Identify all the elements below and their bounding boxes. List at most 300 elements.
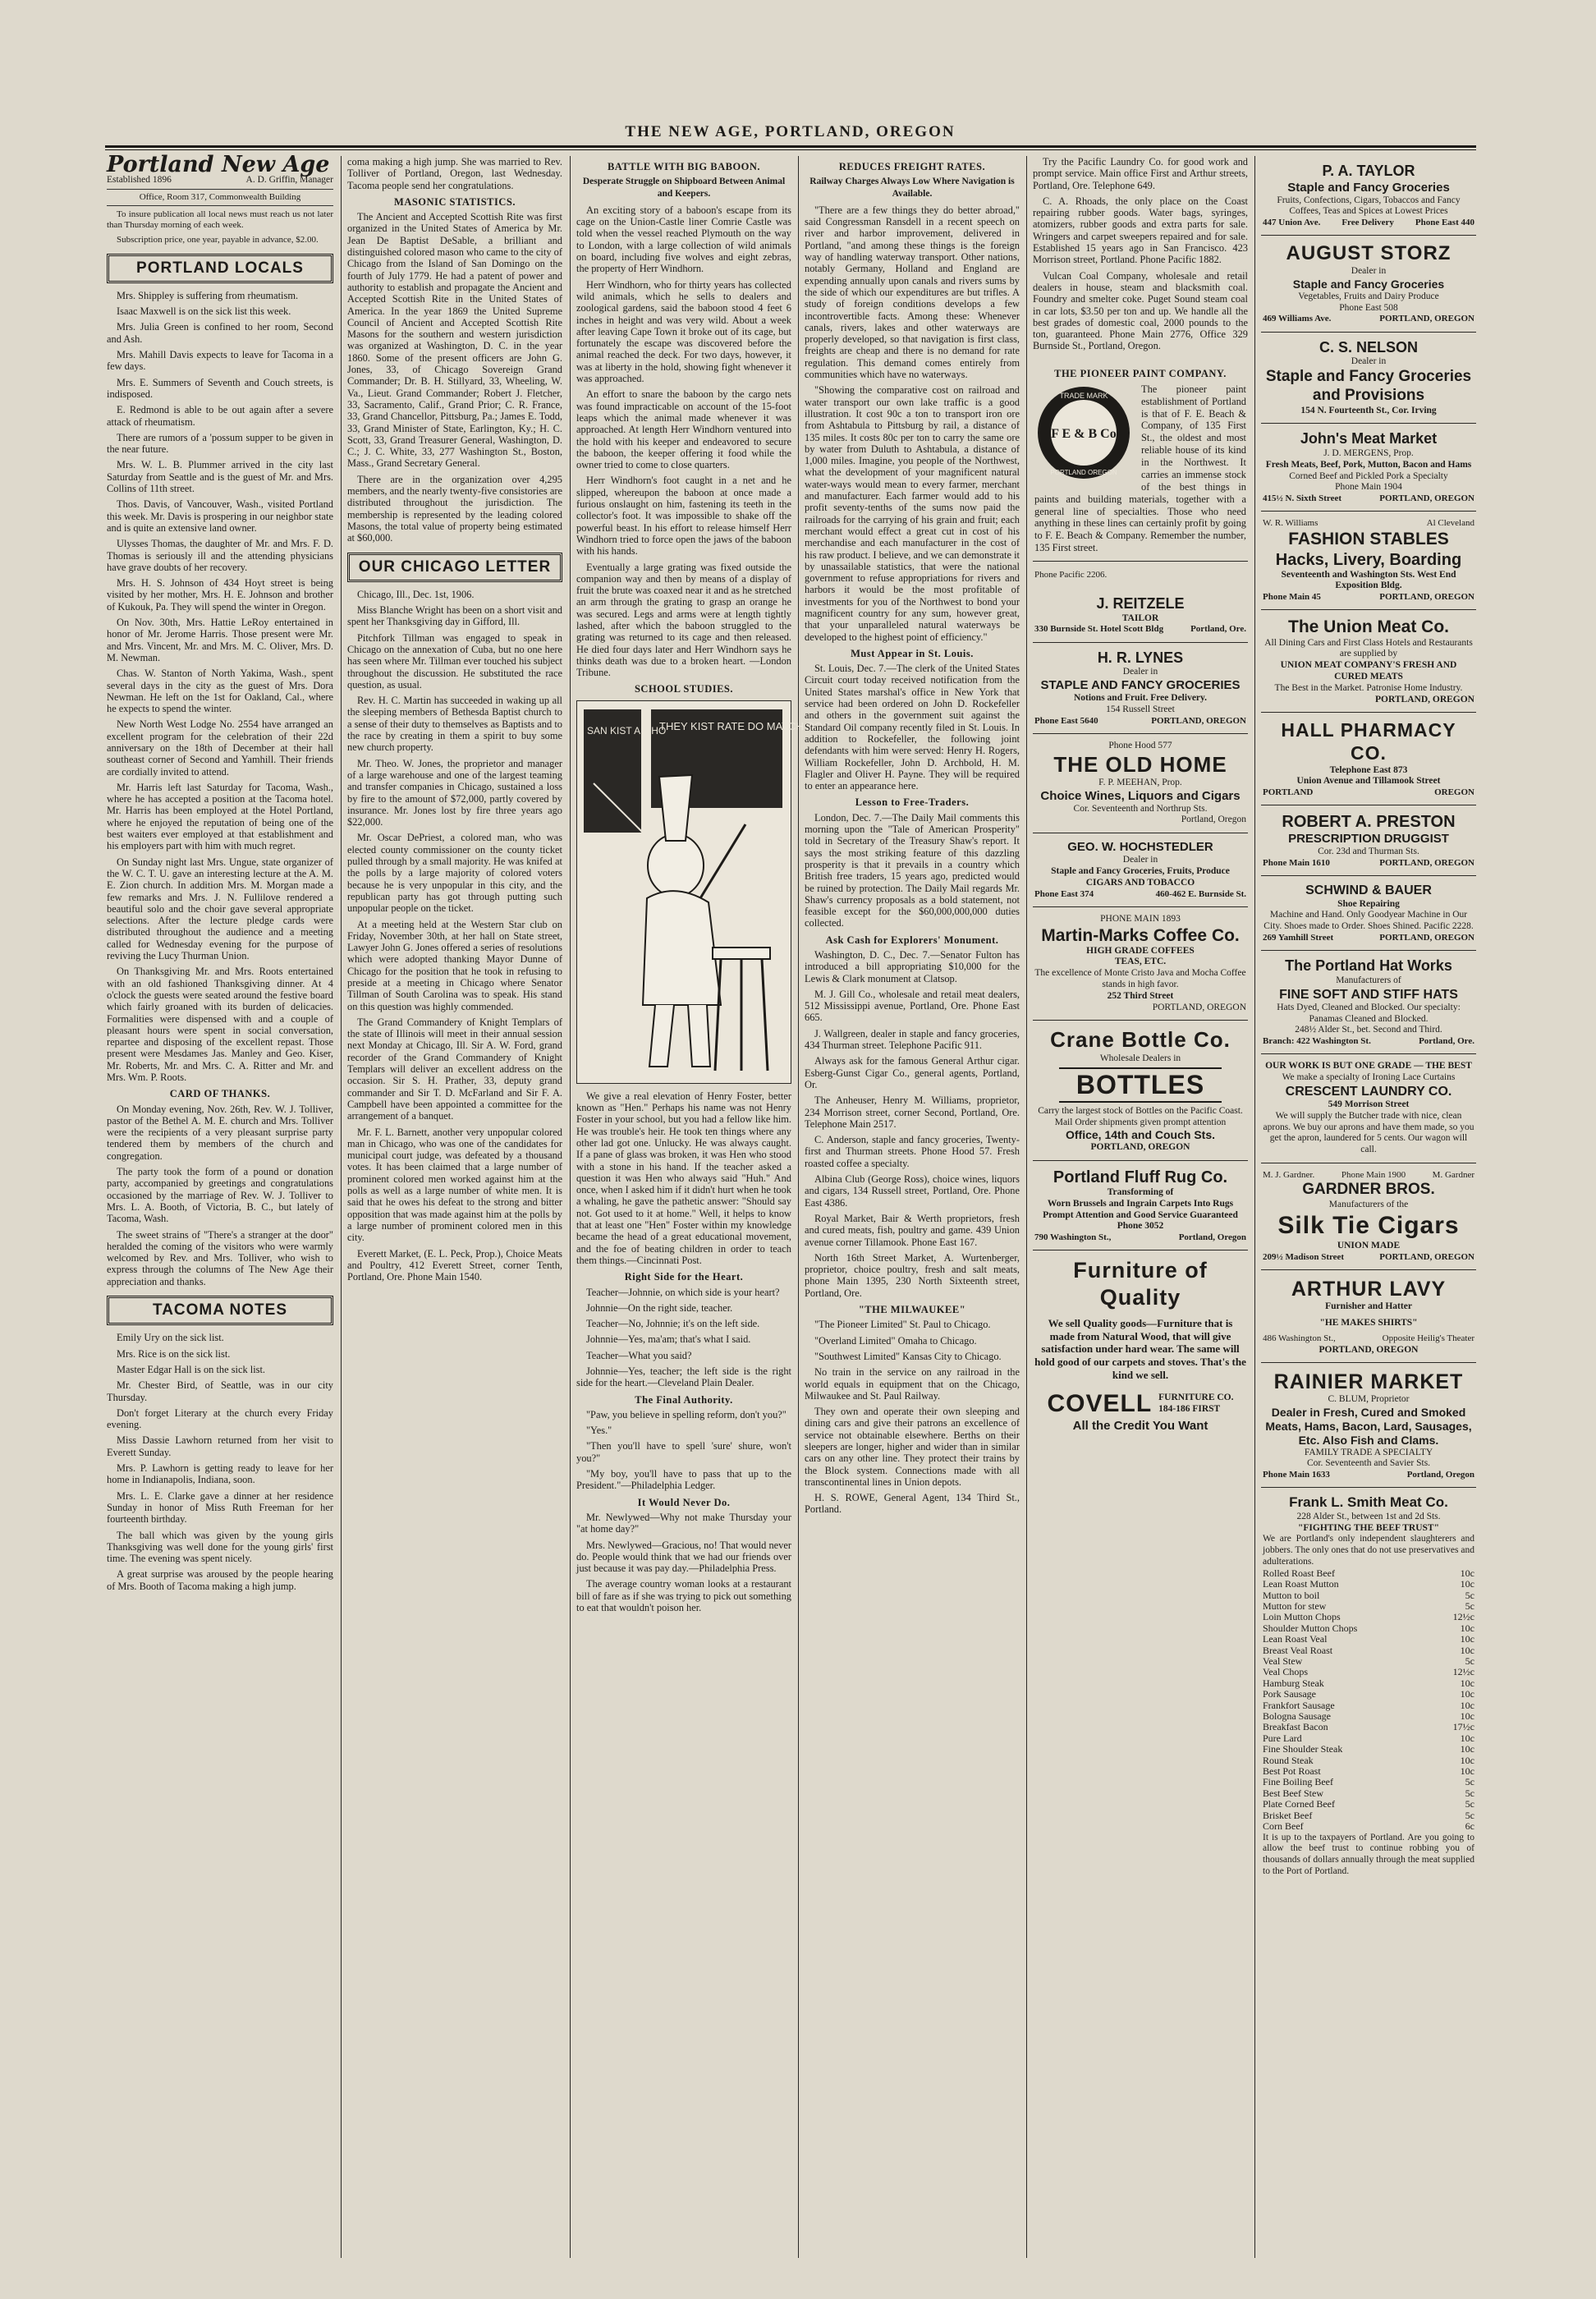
gardner-bros-union: UNION MADE [1337,1240,1401,1250]
text-ad-item: Try the Pacific Laundry Co. for good work and prompt service. Main office First and Arthur streets, Portland, Ore. Telephone 649. [1033,156,1248,191]
price-value: 10c [1460,1644,1474,1656]
crane-bottle-sub: Wholesale Dealers in [1099,1053,1181,1063]
local-news-item: Mrs. Julia Green is confined to her room, Second and Ash. [107,321,333,345]
reitzele-address: 330 Burnside St. Hotel Scott Bldg [1034,624,1164,635]
price-item: Shoulder Mutton Chops [1263,1622,1358,1634]
fashion-stables-ad [1261,512,1476,610]
explorers-text: Washington, D. C., Dec. 7.—Senator Fulton has introduced a bill appropriating $10,000 for the Lewis & Clark monument at Clatsop. [805,949,1020,984]
fashion-stables-city: PORTLAND, OREGON [1379,592,1474,603]
cartoon-side-board-text: SAN KIST ALTHO [587,724,667,737]
tacoma-news-item: Mrs. L. E. Clarke gave a dinner at her residence Sunday in honor of Miss Ruth Freeman for her fourteenth birthday. [107,1489,333,1526]
price-value: 5c [1465,1776,1474,1788]
baboon-paragraph: Herr Windhorn's foot caught in a net and he slipped, whereupon the baboon at once made a furious onslaught on him, fastening its teeth in the collector's foot. It was impossible to shake off the powerful beast. In his effort to release himself Herr Windhorn tried to force open the jaws of the baboon with his hands. [576,475,791,558]
heart-line: Teacher—Johnnie, on which side is your heart? [586,1286,780,1298]
lynes-notions: Notions and Fruit. Free Delivery. [1073,692,1208,703]
crescent-laundry-ad [1261,1054,1476,1163]
card-of-thanks-heading: CARD OF THANKS. [169,1088,271,1100]
masonic-heading: MASONIC STATISTICS. [394,195,516,208]
locals-list [107,290,333,1083]
storz-line: Staple and Fancy Groceries [1292,277,1445,291]
price-value: 10c [1460,1567,1474,1579]
chicago-paragraph: Chicago, Ill., Dec. 1st, 1906. [357,588,475,600]
local-news-item: On Thanksgiving Mr. and Mrs. Roots entertained with an old fashioned Thanksgiving dinner. At 4 o'clock the guests were seated around the festive board which fairly groaned with its burden of delicacies. Formalities were dispensed with and a couple of pleasant hours were spent in social conversation, repartee and disposing of the excellent repast. Those present were Mesdames Jas. Manley and Geo. Kiser, Mr. Roberts, Mr. and Mrs. C. A. Ritter and Mr. and Mrs. Wm. P. Roots. [107,966,333,1083]
trademark-seal-icon [1034,383,1133,482]
nelson-dealer: Dealer in [1351,356,1387,367]
nelson-name: C. S. NELSON [1319,338,1418,356]
nelson-ad [1261,333,1476,424]
storz-phone: Phone East 508 [1339,302,1398,313]
subscription-text: Subscription price, one year, payable in advance, $2.00. [117,234,319,245]
crescent-text: We will supply the Butcher trade with nice, clean aprons. We buy our aprons and have them made, so you get the apron, laundered for 5 cents. Our wagon will call. [1263,1110,1474,1155]
storz-ad [1261,236,1476,332]
school-cartoon [576,700,830,1084]
manager-text: A. D. Griffin, Manager [245,175,333,186]
crane-bottle-name: Crane Bottle Co. [1050,1027,1231,1053]
freight-article [805,204,1020,643]
gardner-bros-name: GARDNER BROS. [1302,1181,1435,1199]
price-item: Breast Veal Roast [1263,1644,1333,1656]
price-row [1263,1623,1474,1634]
price-value: 5c [1465,1599,1474,1612]
hat-works-ad [1261,951,1476,1054]
martin-marks-line2: TEAS, ETC. [1114,957,1167,967]
hat-works-city: Portland, Ore. [1419,1036,1474,1047]
price-item: Bologna Sausage [1263,1710,1331,1723]
price-value: 5c [1465,1809,1474,1821]
portland-locals-heading: PORTLAND LOCALS [107,254,333,283]
chicago-article [347,589,562,1283]
column-rule [1026,156,1027,2258]
crescent-sub: We make a specialty of Ironing Lace Curtains [1282,1072,1456,1083]
price-value: 12½c [1452,1611,1474,1623]
school-studies-heading: SCHOOL STUDIES. [634,683,734,695]
price-value: 10c [1460,1633,1474,1645]
heart-line: Teacher—What you said? [586,1349,692,1361]
tacoma-news-item: Emily Ury on the sick list. [117,1332,224,1344]
lynes-phone: Phone East 5640 [1034,715,1098,726]
old-home-prop: F. P. MEEHAN, Prop. [1098,777,1182,787]
price-item: Veal Chops [1263,1666,1308,1678]
column-rule [1254,156,1255,2258]
price-item: Corn Beef [1263,1820,1304,1833]
hall-pharmacy-address: Union Avenue and Tillamook Street [1296,776,1441,787]
hochstedler-ad [1033,833,1248,907]
tacoma-notes-heading: TACOMA NOTES [107,1296,333,1325]
hochstedler-phone: Phone East 374 [1034,888,1094,899]
covell-address: 184-186 FIRST [1158,1404,1221,1415]
lynes-address: 154 Russell Street [1106,704,1175,714]
preston-name: ROBERT A. PRESTON [1282,813,1456,832]
chicago-letter-heading: OUR CHICAGO LETTER [347,553,562,582]
local-news-item: Mrs. W. L. B. Plummer arrived in the city last Saturday from Seattle and is the guest of Mr. and Mrs. Collins of 11th street. [107,459,333,495]
johns-market-name: John's Meat Market [1300,430,1438,447]
seal-center-text: F E & B Co [1051,426,1117,441]
arthur-lavy-slogan: "HE MAKES SHIRTS" [1319,1317,1418,1328]
price-row [1263,1777,1474,1787]
baboon-paragraph: Herr Windhorn, who for thirty years has collected wild animals, which he sells to dealers and zoological gardens, said the baboon stood 4 feet 6 inches in height and was very wild. About a week after leaving Cape Town it broke out of its cage, but fortunately the escape was discovered before the animal reached the deck. For two days, however, it was at liberty in the hold, showing fight whenever it was approached. [576,278,791,385]
never-line: Mr. Newlywed—Why not make Thursday your "at home day?" [576,1511,791,1535]
price-value: 10c [1460,1622,1474,1634]
furniture-text: We sell Quality goods—Furniture that is made from Natural Wood, that will give satisfaction under hard wear. The same will hold good of our carpets and stoves. That's the kind we sell. [1034,1317,1246,1381]
furniture-title: Furniture of Quality [1073,1258,1208,1310]
milwaukee-ad [805,1319,1020,1515]
price-item: Frankfort Sausage [1263,1699,1335,1711]
price-item: Veal Stew [1263,1655,1303,1667]
johns-market-prop: J. D. MERGENS, Prop. [1323,447,1414,458]
local-news-item: Thos. Davis, of Vancouver, Wash., visited Portland this week. Mr. Davis is prospering in our neighbor state and is quite an extensive land owner. [107,498,333,534]
chicago-paragraph: Everett Market, (E. L. Peck, Prop.), Choice Meats and Poultry, 412 Everett Street, corner Tenth, Portland, Ore. Phone Main 1540. [347,1247,562,1283]
price-value: 10c [1460,1743,1474,1755]
storz-address: 469 Williams Ave. [1263,314,1332,324]
johns-market-address: 415½ N. Sixth Street [1263,493,1342,504]
column-6 [1261,156,1476,2258]
chicago-paragraph: Mr. Oscar DePriest, a colored man, who was elected county commissioner on the county ticket pulled through by a small majority. He was knifed at the polls by a large majority of colored voters because he is very unpopular in this city, and the republican party has got through putting such unpopular people on the ticket. [347,832,562,915]
nelson-address: 154 N. Fourteenth St., Cor. Irving [1300,405,1437,415]
johns-market-phone: Phone Main 1904 [1335,482,1402,493]
preston-phone: Phone Main 1610 [1263,858,1330,869]
price-value: 10c [1460,1765,1474,1778]
price-item: Pork Sausage [1263,1688,1316,1700]
furniture-ad [1033,1250,1248,1440]
preston-address: Cor. 23d and Thurman Sts. [1318,847,1419,857]
price-row [1263,1590,1474,1601]
st-louis-text: St. Louis, Dec. 7.—The clerk of the United States Circuit court today received notification from the United States marshal's office in New York that service had been ordered on John D. Rockefeller and others in the government suit against the Standard Oil company recently filed in St. Louis. In addition to Rockefeller, the following joint defendants with him were served: Henry H. Rogers, William Rockefeller, John D. Archbold, H. M. Flagler and Oliver H. Payne. They will be required to enter an appearance here. [805,663,1020,792]
never-line: Mrs. Newlywed—Gracious, no! That would never do. People would think that we had our friends over just because it was pay day.—Philadelphia Press. [576,1539,791,1575]
price-value: 6c [1465,1820,1474,1833]
office-text: Office, Room 317, Commonwealth Building [107,190,333,206]
chicago-paragraph: Mr. F. L. Barnett, another very unpopular colored man in Chicago, who was one of the candidates for municipal court judge, was defeated by a thousand votes. It has been claimed that a large number of prominent colored men worked against him at the polls as well as a large number of white men. It is said that he owes his defeat to the strong and bitter opposition that was made against him at the polls by a large number of prominent colored men in this city. [347,1126,562,1244]
page-masthead: THE NEW AGE, PORTLAND, OREGON [625,123,956,140]
local-news-item: Ulysses Thomas, the daughter of Mr. and Mrs. F. D. Thomas is seriously ill and the attending physicians have grave doubts of her recovery. [107,538,333,573]
price-value: 5c [1465,1787,1474,1799]
column-rule [570,156,571,2258]
price-value: 10c [1460,1688,1474,1700]
local-news-item: New North West Lodge No. 2554 have arranged an excellent program for the celebration of their 22d anniversary on the 18th of December at their hall southeast corner of Second and Yamhill. Their friends are cordially invited to attend. [107,718,333,778]
chicago-paragraph: Rev. H. C. Martin has succeeded in waking up all the sleeping members of Bethesda Baptist church to a sense of their duty to themselves as Baptists and to the race by creating in them a spirit to buy some new church property. [347,695,562,754]
taylor-line: Staple and Fancy Groceries [1287,180,1450,195]
taylor-ad [1261,156,1476,236]
lynes-city: PORTLAND, OREGON [1151,715,1246,726]
milwaukee-line: They own and operate their own sleeping and dining cars and give their patrons an excellence of service not obtainable elsewhere. Berths on their sleepers are longer, higher and wider than in similar cars on any other line. They protect their trains by the Block system. Connections made with all transcontinental lines in Union depots. [805,1406,1020,1488]
authority-heading: The Final Authority. [635,1393,733,1406]
nameplate: Portland New Age [107,152,330,177]
price-item: Loin Mutton Chops [1263,1611,1341,1623]
price-row [1263,1700,1474,1711]
text-ads [1033,156,1248,352]
local-news-item: Mrs. E. Summers of Seventh and Couch streets, is indisposed. [107,376,333,400]
local-ad-item: J. Wallgreen, dealer in staple and fancy groceries, 434 Thurman street. Telephone Pacific 911. [805,1027,1020,1052]
price-item: Mutton for stew [1263,1599,1327,1612]
price-value: 5c [1465,1589,1474,1601]
fashion-stables-address: Seventeenth and Washington Sts. West End Exposition Bldg. [1281,569,1456,591]
storz-name: AUGUST STORZ [1286,242,1452,265]
price-value: 5c [1465,1798,1474,1810]
fashion-stables-phone: Phone Main 45 [1263,592,1321,603]
crescent-name: CRESCENT LAUNDRY CO. [1285,1084,1452,1099]
price-row [1263,1799,1474,1810]
hochstedler-name: GEO. W. HOCHSTEDLER [1067,840,1213,855]
lynes-line: STAPLE AND FANCY GROCERIES [1040,677,1241,692]
thanks-paragraph: The sweet strains of "There's a stranger at the door" heralded the coming of the visitors who were warmly welcomed by Rev. and Mrs. Tolliver, who wish to express through the columns of The New Age their appreciation and thanks. [107,1228,333,1287]
lynes-name: H. R. LYNES [1097,649,1184,666]
freight-heading: REDUCES FREIGHT RATES. [838,161,986,172]
hat-works-address-1: 248½ Alder St., bet. Second and Third. [1295,1025,1442,1035]
local-ad-item: M. J. Gill Co., wholesale and retail meat dealers, 512 Mississippi avenue, Portland, Ore. Phone East 665. [805,988,1020,1024]
fluff-rug-ad [1033,1161,1248,1250]
column-rule [798,156,799,2258]
smith-meat-ad [1261,1488,1476,1884]
local-ad-item: Always ask for the famous General Arthur cigar. Esberg-Gunst Cigar Co., general agents, Portland, Or. [805,1055,1020,1090]
tacoma-news-item: Master Edgar Hall is on the sick list. [117,1363,266,1375]
milwaukee-line: "Overland Limited" Omaha to Chicago. [814,1334,977,1347]
martin-marks-city: PORTLAND, OREGON [1152,1002,1246,1012]
phone-pacific-note: Phone Pacific 2206. [1034,570,1108,580]
tacoma-list [107,1332,333,1592]
pioneer-paint-heading: THE PIONEER PAINT COMPANY. [1054,367,1227,379]
column-5 [1033,156,1248,2258]
hat-works-name: The Portland Hat Works [1285,957,1452,975]
local-news-item: Mrs. Shippley is suffering from rheumatism. [117,289,299,301]
baboon-subheading: Desperate Struggle on Shipboard Between Animal and Keepers. [582,177,786,199]
gardner-bros-city: PORTLAND, OREGON [1379,1251,1474,1262]
old-home-phone: Phone Hood 577 [1108,740,1172,750]
arthur-lavy-line: Furnisher and Hatter [1325,1301,1412,1311]
union-meat-text: All Dining Cars and First Class Hotels and Restaurants are supplied by [1264,637,1473,659]
local-ad-item: C. Anderson, staple and fancy groceries, Twenty-first and Thurman streets. Phone Hood 57. Fresh roasted coffee a specialty. [805,1134,1020,1169]
fashion-owner-1: W. R. Williams [1263,518,1319,529]
local-news-item: On Sunday night last Mrs. Ungue, state organizer of the W. C. T. U. gave an interesting lecture at the A. M. E. Zion church. In addition Mrs. M. Morgan made a few remarks and Mrs. J. N. Fullilove rendered a beautiful solo and the choir gave several appropriate selections. After the lecture pledge cards were distributed throughout the audience and a meeting called for Wednesday evening for the purpose of reviving the Lucy Thurman Union. [107,856,333,962]
schwind-bauer-line: Shoe Repairing [1337,898,1400,909]
freight-paragraph: "There are a few things they do better abroad," said Congressman Ransdell in a recent speech on river and harbor improvement, delivered in Portland, "and among these things is the foreign way of handling waterway transport. Other nations, notably Germany, Holland and England are expending annually upon canals and rivers sums by the side of which our expenditures are but trifles. A study of foreign conditions develops a few incontrovertible facts. Among these: Whenever canals, rivers, lakes and other waterways are properly developed, so that navigation is first class, freights are cheap and there is no demand for rate regulation. This demand comes entirely from communities which have no waterways. [805,204,1020,381]
school-studies-text: We give a real elevation of Henry Foster, better known as "Hen." Perhaps his name was not Henry Foster in your school, but you had a fellow like him. He was trouble's heir. He took ten things where any other lad got one. Unlucky. He was always caught. If a pane of glass was broken, it was Hen who stood with a stone in his hand. If the teacher asked a question it was Hen who always said "Huh." And once, when I asked him if it didn't hurt when he took a whaling, he gave the pathetic answer: "Should say not. Got used to it at home." Well, it helps to know that at least one "Hen" Foster within my knowledge became the head of a great educational movement, and the foe of beating children in order to teach them things.—Cincinnati Post. [576,1090,791,1266]
martin-marks-phone: PHONE MAIN 1893 [1100,913,1181,924]
local-news-item: There are rumors of a 'possum supper to be given in the near future. [107,431,333,456]
price-item: Breakfast Bacon [1263,1721,1328,1733]
price-item: Best Pot Roast [1263,1765,1321,1778]
heart-line: Johnnie—On the right side, teacher. [586,1301,733,1314]
arthur-lavy-name: ARTHUR LAVY [1291,1277,1447,1301]
hall-pharmacy-state: OREGON [1434,787,1474,798]
tacoma-news-item: Mr. Chester Bird, of Seattle, was in our city Thursday. [107,1379,333,1403]
preston-ad [1261,805,1476,876]
fluff-rug-promise: Prompt Attention and Good Service Guaranteed [1043,1209,1238,1220]
hall-pharmacy-name: HALL PHARMACY CO. [1281,719,1456,764]
authority-line: "My boy, you'll have to pass that up to the President."—Philadelphia Ledger. [576,1468,791,1492]
fluff-rug-city: Portland, Oregon [1178,1232,1246,1243]
old-home-line: Choice Wines, Liquors and Cigars [1040,788,1241,803]
freight-paragraph: "Showing the comparative cost on railroad and water transport our own lake traffic is a good illustration. It cost 90c a ton to transport iron ore from Ashtabula to Pittsburg by rail, a distance of 135 miles. It costs 80c per ton to carry the same ore by water from Duluth to Ashtabula, a distance of 1,000 miles. Imagine, you people of the Northwest, what the development of your magnificent natural water-ways would mean to every farmer, merchant and manufacturer. Each farmer would add to his profit seventy-tenths of the sums now paid the railroads for the carrying of his grain and fruit; each merchant would effect a great cut in cost of his merchandise and each manufacturer in the cost of his raw product. I believe, and we can demonstrate it by unassailable statistics, that were the national government to refuse appropriations for rivers and harbors it would be the most profitable of investments for you of the Northwest to bond your magnificent country for any sum, however great, that your unparalleled natural waterways be developed to the highest point of efficiency." [805,384,1020,643]
price-item: Lean Roast Veal [1263,1633,1328,1645]
price-row [1263,1568,1474,1579]
local-news-item: Mrs. Mahill Davis expects to leave for Tacoma in a few days. [107,349,333,373]
crane-bottle-big: BOTTLES [1059,1067,1222,1102]
gardner-owner-1: M. J. Gardner. [1263,1170,1315,1181]
rainier-market-phone: Phone Main 1633 [1263,1470,1330,1480]
local-news-item: E. Redmond is able to be out again after a severe attack of rheumatism. [107,404,333,428]
authority-line: "Paw, you believe in spelling reform, don't you?" [586,1408,787,1420]
tacoma-news-item: Mrs. P. Lawhorn is getting ready to leave for her home in Indianapolis, Indiana, soon. [107,1462,333,1486]
rainier-market-ad [1261,1363,1476,1488]
smith-meat-address: 228 Alder St., between 1st and 2d Sts. [1296,1511,1441,1521]
rainier-market-city: Portland, Oregon [1406,1470,1474,1480]
preston-city: PORTLAND, OREGON [1379,858,1474,869]
schwind-bauer-address: 269 Yamhill Street [1263,932,1334,943]
price-row [1263,1656,1474,1667]
chicago-paragraph: The Grand Commandery of Knight Templars of the state of Illinois will meet in their annual session next Monday at Chicago, Ill. Sir A. W. Ford, grand recorder of the Grand Commandery of Knight Templars will deliver an excellent address on the occasion. Sir S. H. Prather, 33, deputy grand commander and Sir T. D. McFarland and Sir F. A. Campbell have been appointed a committee for the arrangement of a banquet. [347,1016,562,1122]
fashion-stables-line: Hacks, Livery, Boarding [1275,550,1462,569]
cartoon-illustration [577,701,830,1083]
free-traders-heading: Lesson to Free-Traders. [855,796,970,809]
pioneer-paint-ad [1033,356,1248,562]
established-text: Established 1896 [107,175,172,186]
reitzele-name: J. REITZELE [1096,595,1185,612]
union-meat-brand: UNION MEAT COMPANY'S FRESH AND CURED MEATS [1280,660,1457,682]
heart-line: Johnnie—Yes, ma'am; that's what I said. [586,1333,751,1346]
thanks-paragraph: The party took the form of a pound or donation party, accompanied by greetings and congratulations occasioned by the marriage of Rev. W. J. Tolliver to Mrs. L. A. Booth, of Victoria, B. C., but lately of Tacoma, Wash. [107,1166,333,1225]
price-item: Hamburg Steak [1263,1677,1324,1689]
taylor-delivery: Free Delivery [1341,218,1394,228]
preston-line: PRESCRIPTION DRUGGIST [1288,832,1449,847]
masthead-rule-thin [105,149,1476,150]
martin-marks-ad [1033,907,1248,1021]
price-row [1263,1821,1474,1832]
price-value: 17½c [1452,1721,1474,1733]
text-ad-item: Vulcan Coal Company, wholesale and retail dealers in house, steam and blacksmith coal. Foundry and smelter coke. Puget Sound steam coal in car lots, $3.50 per ton and up. We handle all the best grades of domestic coal, 2000 pounds to the ton, guaranteed. Phone Main 2776, Office 329 Burnside St., Portland, Oregon. [1033,269,1248,352]
heart-line: Johnnie—Yes, teacher; the left side is the right side for the heart.—Cleveland Plain Dealer. [576,1365,791,1389]
price-list [1263,1568,1474,1833]
price-item: Pure Lard [1263,1732,1302,1744]
price-row [1263,1601,1474,1612]
taylor-name: P. A. TAYLOR [1322,163,1415,179]
reitzele-ad [1033,589,1248,643]
schwind-bauer-ad [1261,876,1476,951]
milwaukee-line: No train in the service on any railroad in the world equals in equipment that on the Chicago, Milwaukee and St. Paul Railway. [805,1366,1020,1402]
price-row [1263,1612,1474,1622]
milwaukee-line: H. S. ROWE, General Agent, 134 Third St., Portland. [805,1492,1020,1516]
price-row [1263,1634,1474,1645]
chicago-paragraph: Pitchfork Tillman was engaged to speak in Chicago on the annexation of Cuba, but no one here has seen where Mr. Tillman ever touched his subject throughout the discussion. He substituted the race question, as usual. [347,631,562,691]
gardner-bros-address: 209½ Madison Street [1263,1251,1345,1262]
arthur-lavy-address: 486 Washington St., [1263,1333,1336,1344]
union-meat-ad [1261,610,1476,713]
gardner-bros-ad [1261,1163,1476,1270]
price-row [1263,1733,1474,1744]
hat-works-address-2: Branch: 422 Washington St. [1263,1036,1371,1047]
johns-market-ad [1261,424,1476,512]
price-item: Rolled Roast Beef [1263,1567,1335,1579]
price-row [1263,1722,1474,1732]
smith-meat-text: We are Portland's only independent slaughterers and jobbers. The only ones that do not use preservatives and adulterations. [1263,1534,1474,1567]
arthur-lavy-ad [1261,1270,1476,1364]
rainier-market-prop: C. BLUM, Proprietor [1328,1394,1410,1405]
explorers-heading: Ask Cash for Explorers' Monument. [825,934,999,946]
rainier-market-trade: FAMILY TRADE A SPECIALTY [1304,1447,1433,1457]
price-value: 10c [1460,1754,1474,1766]
heart-heading: Right Side for the Heart. [624,1271,744,1283]
price-row [1263,1689,1474,1700]
price-value: 12½c [1452,1666,1474,1678]
schwind-bauer-name: SCHWIND & BAUER [1305,883,1432,898]
hat-works-line: FINE SOFT AND STIFF HATS [1279,987,1458,1002]
martin-marks-address: 252 Third Street [1107,990,1174,1001]
price-row [1263,1788,1474,1799]
column-2 [347,156,562,2258]
old-home-address: Cor. Seventeenth and Northrup Sts. [1073,803,1208,814]
johns-market-line: Fresh Meats, Beef, Pork, Mutton, Bacon and Hams [1265,459,1472,470]
johns-market-specialty: Corned Beef and Pickled Pork a Specialty [1289,470,1448,481]
masonic-paragraph: There are in the organization over 4,295 members, and the nearly twenty-five consistories are distributed throughout the jurisdiction. The membership is represented by the leading colored Masons, the total value of property being estimated at $60,000. [347,473,562,544]
free-traders-text: London, Dec. 7.—The Daily Mail comments this morning upon the "Tale of American Prosperity" told in Secretary of the Treasury Shaw's report. It says the most striking feature of this dazzling prosperity is that it prevails in a country which British free traders, 15 years ago, predicted would be ruined by protection. The Daily Mail regards Mr. Shaw's currency proposals as a bold statement, not feasible except for the $60,000,000,000 duties collected. [805,811,1020,929]
milwaukee-heading: "THE MILWAUKEE" [858,1304,966,1316]
tacoma-news-item: Mrs. Rice is on the sick list. [117,1347,231,1360]
local-news-item: Mr. Harris left last Saturday for Tacoma, Wash., where he has accepted a position at the Tacoma hotel. Mr. Harris has been employed at the Hotel Portland, where he enjoyed the reputation of being one of the best waiters ever employed at that establishment and his employers part with him with much regret. [107,781,333,852]
baboon-paragraph: An exciting story of a baboon's escape from its cage on the Union-Castle liner Comrie Castle was told when the vessel reached Plymouth on the way to London, with a large collection of wild animals on board, including five wolves and eight zebras, the property of Herr Windhorn. [576,204,791,275]
martin-marks-name: Martin-Marks Coffee Co. [1041,925,1240,945]
old-home-name: THE OLD HOME [1053,751,1227,777]
masthead-rule [105,145,1476,148]
price-item: Round Steak [1263,1754,1314,1766]
seal-bottom-text: PORTLAND OREGON [1050,468,1117,476]
smith-meat-slogan: "FIGHTING THE BEEF TRUST" [1297,1522,1439,1533]
covell-tagline: All the Credit You Want [1072,1419,1208,1434]
fluff-rug-phone: Phone 3052 [1117,1221,1164,1232]
fluff-rug-line2: Worn Brussels and Ingrain Carpets Into Rugs [1047,1198,1234,1209]
smith-meat-footer: It is up to the taxpayers of Portland. Are you going to allow the beef trust to continue robbing you of thousands of dollars annually through the meat supplied to the Port of Portland. [1263,1832,1474,1876]
column-rule [341,156,342,2258]
price-item: Mutton to boil [1263,1589,1320,1601]
local-news-item: Chas. W. Stanton of North Yakima, Wash., spent several days in the city as the guest of Mrs. Dora Newman. He left on the 1st for Oakland, Cal., where he expects to spend the winter. [107,668,333,715]
baboon-heading: BATTLE WITH BIG BABOON. [607,161,761,172]
crane-bottle-ad [1033,1021,1248,1161]
martin-marks-text: The excellence of Monte Cristo Java and Mocha Coffee stands in high favor. [1034,968,1246,990]
arthur-lavy-city: PORTLAND, OREGON [1319,1344,1419,1355]
pioneer-paint-text: The pioneer paint establishment of Portland is that of F. E. Beach & Company, of 135 First St., the oldest and most reliable house of its kind in the Northwest. It carries an immense stock of the best things in paints and building materials, together with a general line of specialties. Those who need anything in these lines can certainly profit by going to F. E. Beach & Company. Remember the number, 135 First street. [1034,383,1246,554]
price-item: Plate Corned Beef [1263,1798,1335,1810]
chicago-paragraph: At a meeting held at the Western Star club on Friday, November 30th, at her hall on State street, Lawyer John G. Jones offered a series of resolutions which were adopted thanking Mayor Dunne of Chicago for the position that he took in refusing to preside at a meeting in Chicago where Senator Tillman of South Carolina was to speak. His stand on this question was highly commended. [347,918,562,1012]
heart-line: Teacher—No, Johnnie; it's on the left side. [586,1318,760,1330]
price-value: 10c [1460,1699,1474,1711]
price-row [1263,1744,1474,1755]
tacoma-news-item: A great surprise was aroused by the people hearing of Mrs. Booth of Tacoma making a high jump. [107,1568,333,1592]
taylor-address: 447 Union Ave. [1263,218,1321,228]
johns-market-city: PORTLAND, OREGON [1379,493,1474,504]
gardner-owner-2: M. Gardner [1432,1170,1474,1181]
local-ad-item: North 16th Street Market, A. Wurtenberger, proprietor, choice poultry, fresh and salt meats, phone Main 1395, 230 North Sixteenth street, Portland, Ore. [805,1251,1020,1299]
union-meat-city: PORTLAND, OREGON [1375,694,1474,704]
price-item: Brisket Beef [1263,1809,1313,1821]
hochstedler-line: Staple and Fancy Groceries, Fruits, Produce [1051,865,1230,876]
local-ad-item: The Anheuser, Henry M. Williams, proprietor, 234 Morrison street, corner Second, Portland, Ore. Telephone Main 2517. [805,1094,1020,1130]
old-home-city: Portland, Oregon [1181,815,1246,825]
fashion-owner-2: Al Cleveland [1426,518,1474,529]
martin-marks-line1: HIGH GRADE COFFEES [1086,945,1195,956]
storz-dealer: Dealer in [1351,266,1387,277]
price-row [1263,1667,1474,1677]
reitzele-city: Portland, Ore. [1190,624,1246,635]
storz-city: PORTLAND, OREGON [1379,314,1474,324]
price-item: Lean Roast Mutton [1263,1578,1339,1590]
price-item: Fine Boiling Beef [1263,1776,1333,1788]
crane-bottle-office: Office, 14th and Couch Sts. [1065,1128,1216,1142]
local-news-item: Isaac Maxwell is on the sick list this week. [117,305,291,318]
schwind-bauer-text: Machine and Hand. Only Goodyear Machine in Our City. Shoes made to Order. Shoes Shined. Pacific 2228. [1264,910,1474,932]
price-row [1263,1755,1474,1766]
local-news-item: Mrs. H. S. Johnson of 434 Hoyt street is being visited by her mother, Mrs. H. E. Johnson and brother of Kukouk, Pa. They will spend the winter in Oregon. [107,577,333,613]
baboon-paragraph: An effort to snare the baboon by the cargo nets was found impracticable on account of the 15-foot leaps which the animal made whenever it was approached. At length Herr Windhorn ventured into the hold with his keeper and endeavored to secure the baboon, the keeper offering it food while the owner tried to come to close quarters. [576,388,791,471]
arthur-lavy-opposite: Opposite Heilig's Theater [1382,1333,1474,1344]
never-joke [576,1512,791,1613]
price-row [1263,1711,1474,1722]
